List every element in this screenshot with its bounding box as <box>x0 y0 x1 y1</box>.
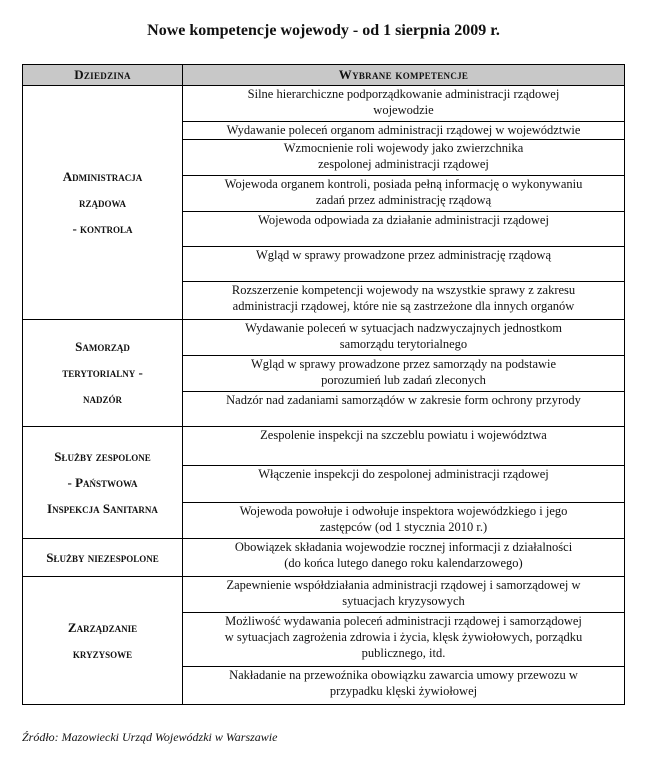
domain-line: - kontrola <box>72 220 133 236</box>
table-row <box>23 539 625 577</box>
competence-line: przypadku klęski żywiołowej <box>329 684 478 698</box>
domain-line: rządowa <box>78 194 126 210</box>
domain-line: Inspekcja Sanitarna <box>47 500 158 516</box>
competence-line: porozumień lub zadań zleconych <box>321 373 486 387</box>
domain-line: Służby niezespolone <box>46 549 159 565</box>
domain-line: Służby zespolone <box>54 448 151 464</box>
competence-line: Wydawanie poleceń organom administracji rządowej w województwie <box>226 123 581 137</box>
competence-cell <box>183 539 625 577</box>
competence-cell <box>183 427 625 466</box>
source-note: Źródło: Mazowiecki Urząd Wojewódzki w Warszawie <box>22 730 278 744</box>
competence-cell <box>183 212 625 247</box>
competence-line: Rozszerzenie kompetencji wojewody na wszystkie sprawy z zakresu <box>231 283 576 297</box>
competence-cell <box>183 667 625 705</box>
competence-line: Wgląd w sprawy prowadzone przez samorządy na podstawie <box>250 357 557 371</box>
competence-cell <box>183 282 625 320</box>
domain-cell <box>23 86 183 320</box>
table-row <box>23 577 625 613</box>
competence-line: Wojewoda organem kontroli, posiada pełną informację o wykonywaniu <box>224 177 583 191</box>
competence-cell <box>183 122 625 140</box>
domain-cell <box>23 427 183 539</box>
domain-line: terytorialny - <box>62 365 143 380</box>
domain-line: Zarządzanie <box>67 619 138 635</box>
competence-line: Wydawanie poleceń w sytuacjach nadzwyczajnych jednostkom <box>245 321 562 335</box>
competence-cell <box>183 86 625 122</box>
domain-line: Samorząd <box>75 339 130 354</box>
competence-line: Silne hierarchiczne podporządkowanie administracji rządowej <box>247 87 560 101</box>
domain-line: Administracja <box>62 168 143 184</box>
competence-line: Wgląd w sprawy prowadzone przez administrację rządową <box>255 248 551 262</box>
competence-line: Obowiązek składania wojewodzie rocznej informacji z działalności <box>234 540 573 554</box>
competence-line: administracji rządowej, które nie są zastrzeżone dla innych organów <box>232 299 575 313</box>
competence-cell <box>183 503 625 539</box>
competence-cell <box>183 356 625 392</box>
domain-cell <box>23 577 183 705</box>
competence-cell <box>183 140 625 176</box>
competence-cell <box>183 466 625 503</box>
domain-line: kryzysowe <box>72 645 133 661</box>
competence-cell <box>183 320 625 356</box>
document-title: Nowe kompetencje wojewody - od 1 sierpnia 2009 r. <box>147 22 500 39</box>
competence-line: w sytuacjach zagrożenia zdrowia i życia, klęsk żywiołowych, porządku <box>224 630 583 644</box>
header-domain: Dziedzina <box>23 65 183 86</box>
domain-line: nadzór <box>82 391 122 406</box>
competences-table <box>22 64 625 705</box>
domain-cell <box>23 320 183 427</box>
competence-line: Zespolenie inspekcji na szczeblu powiatu i województwa <box>260 428 547 442</box>
competence-line: (do końca lutego danego roku kalendarzowego) <box>284 556 523 570</box>
table-row <box>23 427 625 466</box>
table-row <box>23 320 625 356</box>
competence-line: zespolonej administracji rządowej <box>318 157 489 171</box>
competence-line: Włączenie inspekcji do zespolonej administracji rządowej <box>258 467 549 481</box>
table-header-row <box>23 65 625 86</box>
competence-line: publicznego, itd. <box>361 646 446 660</box>
competence-line: Nadzór nad zadaniami samorządów w zakresie form ochrony przyrody <box>226 393 581 407</box>
table-row <box>23 86 625 122</box>
competence-line: samorządu terytorialnego <box>339 337 468 351</box>
header-competences: Wybrane kompetencje <box>183 65 625 86</box>
competence-line: Zapewnienie współdziałania administracji rządowej i samorządowej w <box>226 578 581 592</box>
competence-line: wojewodzie <box>373 103 434 117</box>
competence-cell <box>183 392 625 427</box>
competence-cell <box>183 577 625 613</box>
competence-cell <box>183 613 625 667</box>
competence-line: Nakładanie na przewoźnika obowiązku zawarcia umowy przewozu w <box>229 668 578 682</box>
competence-cell <box>183 176 625 212</box>
competence-line: Wojewoda odpowiada za działanie administracji rządowej <box>258 213 549 227</box>
competence-line: sytuacjach kryzysowych <box>342 594 465 608</box>
domain-line: - Państwowa <box>67 474 138 490</box>
competence-line: Wojewoda powołuje i odwołuje inspektora wojewódzkiego i jego <box>239 504 568 518</box>
competence-line: Wzmocnienie roli wojewody jako zwierzchnika <box>283 141 524 155</box>
competence-line: zadań przez administrację rządową <box>315 193 492 207</box>
competence-line: zastępców (od 1 stycznia 2010 r.) <box>319 520 488 534</box>
competence-line: Możliwość wydawania poleceń administracji rządowej i samorządowej <box>225 614 582 628</box>
domain-cell <box>23 539 183 577</box>
table-body <box>23 86 625 705</box>
competence-cell <box>183 247 625 282</box>
